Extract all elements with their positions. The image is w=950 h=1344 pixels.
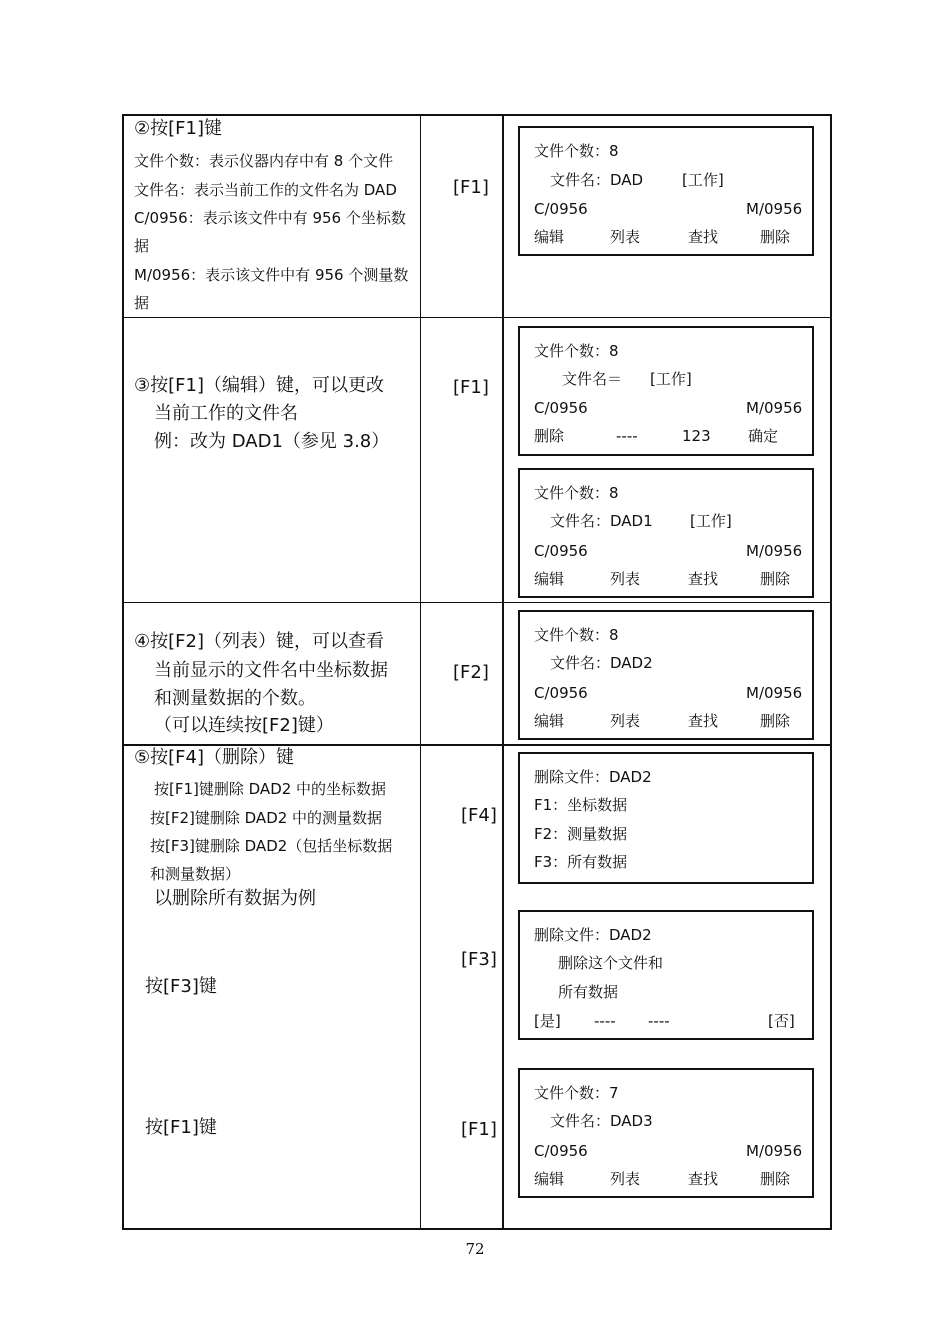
screen-line: [工作] <box>650 370 692 388</box>
screen-line: 文件个数：7 <box>534 1084 619 1102</box>
screen-line: C/0956 <box>534 684 588 702</box>
step-press-f1: 按[F1]键 <box>145 1117 217 1138</box>
screen-line: 删除这个文件和 <box>558 954 664 972</box>
softkey-delete: 删除 <box>760 1170 791 1188</box>
softkey-confirm: 确定 <box>748 427 779 445</box>
step-4-desc-line: ④按[F2]（列表）键，可以查看 <box>134 631 384 652</box>
row-divider-3 <box>122 744 832 746</box>
screen-line: 文件名：DAD <box>550 171 644 189</box>
key-label: [F2] <box>453 662 489 683</box>
step-3-desc-line: 例：改为 DAD1（参见 3.8） <box>154 431 390 452</box>
step-3-desc-line: ③按[F1]（编辑）键，可以更改 <box>134 375 384 396</box>
softkey-no: [否] <box>768 1012 795 1030</box>
softkey-edit: 编辑 <box>534 712 565 730</box>
screen-line: [工作] <box>682 171 724 189</box>
step-5-example: 以删除所有数据为例 <box>154 888 316 909</box>
screen-line: 文件个数：8 <box>534 142 619 160</box>
lcd-screen-edit-name <box>518 326 814 456</box>
screen-line: 删除文件：DAD2 <box>534 926 652 944</box>
step-2-desc-line: 文件个数：表示仪器内存中有 8 个文件 <box>134 152 394 170</box>
softkey-yes: [是] <box>534 1012 561 1030</box>
lcd-screen-file-info-dad3 <box>518 1068 814 1198</box>
step-5-desc-line: 按[F3]键删除 DAD2（包括坐标数据 <box>150 837 393 855</box>
screen-line: M/0956 <box>746 200 803 218</box>
screen-line: 文件个数：8 <box>534 342 619 360</box>
lcd-screen-file-info <box>518 126 814 256</box>
screen-line: 文件名：DAD1 <box>550 512 653 530</box>
softkey-123: 123 <box>682 427 711 445</box>
screen-line: 文件个数：8 <box>534 484 619 502</box>
softkey-blank: ---- <box>616 427 638 445</box>
softkey-find: 查找 <box>688 228 719 246</box>
screen-line: F2：测量数据 <box>534 825 628 843</box>
screen-line: M/0956 <box>746 1142 803 1160</box>
screen-line: 文件名：DAD3 <box>550 1112 653 1130</box>
key-label: [F1] <box>453 377 489 398</box>
key-label: [F1] <box>453 177 489 198</box>
screen-line: 文件名：DAD2 <box>550 654 653 672</box>
step-2-desc-line: 文件名：表示当前工作的文件名为 DAD <box>134 181 397 199</box>
screen-line: M/0956 <box>746 399 803 417</box>
step-press-f3: 按[F3]键 <box>145 976 217 997</box>
step-4-desc-line: 当前显示的文件名中坐标数据 <box>154 660 388 681</box>
screen-line: 文件个数：8 <box>534 626 619 644</box>
page-number: 72 <box>465 1240 485 1258</box>
step-4-desc-line: 和测量数据的个数。 <box>154 688 316 709</box>
softkey-delete: 删除 <box>534 427 565 445</box>
key-label: [F1] <box>461 1119 497 1140</box>
column-divider-2 <box>502 114 504 1230</box>
step-5-desc-line: 按[F1]键删除 DAD2 中的坐标数据 <box>154 780 387 798</box>
lcd-screen-file-info-dad1 <box>518 468 814 598</box>
softkey-list: 列表 <box>610 570 641 588</box>
softkey-delete: 删除 <box>760 228 791 246</box>
softkey-find: 查找 <box>688 570 719 588</box>
softkey-blank: ---- <box>594 1012 616 1030</box>
key-label: [F4] <box>461 805 497 826</box>
lcd-screen-list-dad2 <box>518 610 814 740</box>
step-5-desc-line: 按[F2]键删除 DAD2 中的测量数据 <box>150 809 383 827</box>
screen-line: 文件名＝ <box>562 370 623 388</box>
softkey-blank: ---- <box>648 1012 670 1030</box>
screen-line: 删除文件：DAD2 <box>534 768 652 786</box>
row-divider-1 <box>122 317 832 318</box>
screen-line: [工作] <box>690 512 732 530</box>
softkey-edit: 编辑 <box>534 228 565 246</box>
screen-line: F1：坐标数据 <box>534 796 628 814</box>
screen-line: C/0956 <box>534 200 588 218</box>
step-2-desc-line: 据 <box>134 237 150 255</box>
softkey-list: 列表 <box>610 1170 641 1188</box>
step-2-desc-line: 据 <box>134 294 150 312</box>
softkey-delete: 删除 <box>760 570 791 588</box>
step-3-desc-line: 当前工作的文件名 <box>154 403 298 424</box>
step-5-desc-line: 和测量数据） <box>150 865 241 883</box>
screen-line: C/0956 <box>534 1142 588 1160</box>
screen-line: F3：所有数据 <box>534 853 628 871</box>
step-2-desc-line: C/0956：表示该文件中有 956 个坐标数 <box>134 209 406 227</box>
softkey-find: 查找 <box>688 1170 719 1188</box>
softkey-find: 查找 <box>688 712 719 730</box>
step-2-desc-line: M/0956：表示该文件中有 956 个测量数 <box>134 266 409 284</box>
screen-line: 所有数据 <box>558 983 619 1001</box>
step-2-title: ②按[F1]键 <box>134 118 222 139</box>
softkey-edit: 编辑 <box>534 1170 565 1188</box>
screen-line: C/0956 <box>534 542 588 560</box>
softkey-edit: 编辑 <box>534 570 565 588</box>
screen-line: M/0956 <box>746 542 803 560</box>
column-divider-1 <box>420 114 421 1230</box>
step-4-desc-line: （可以连续按[F2]键） <box>154 715 334 736</box>
softkey-list: 列表 <box>610 712 641 730</box>
softkey-list: 列表 <box>610 228 641 246</box>
softkey-delete: 删除 <box>760 712 791 730</box>
key-label: [F3] <box>461 949 497 970</box>
lcd-screen-delete-confirm <box>518 910 814 1040</box>
step-5-title: ⑤按[F4]（删除）键 <box>134 747 294 768</box>
lcd-screen-delete-menu <box>518 752 814 884</box>
screen-line: C/0956 <box>534 399 588 417</box>
screen-line: M/0956 <box>746 684 803 702</box>
row-divider-2 <box>122 602 832 603</box>
